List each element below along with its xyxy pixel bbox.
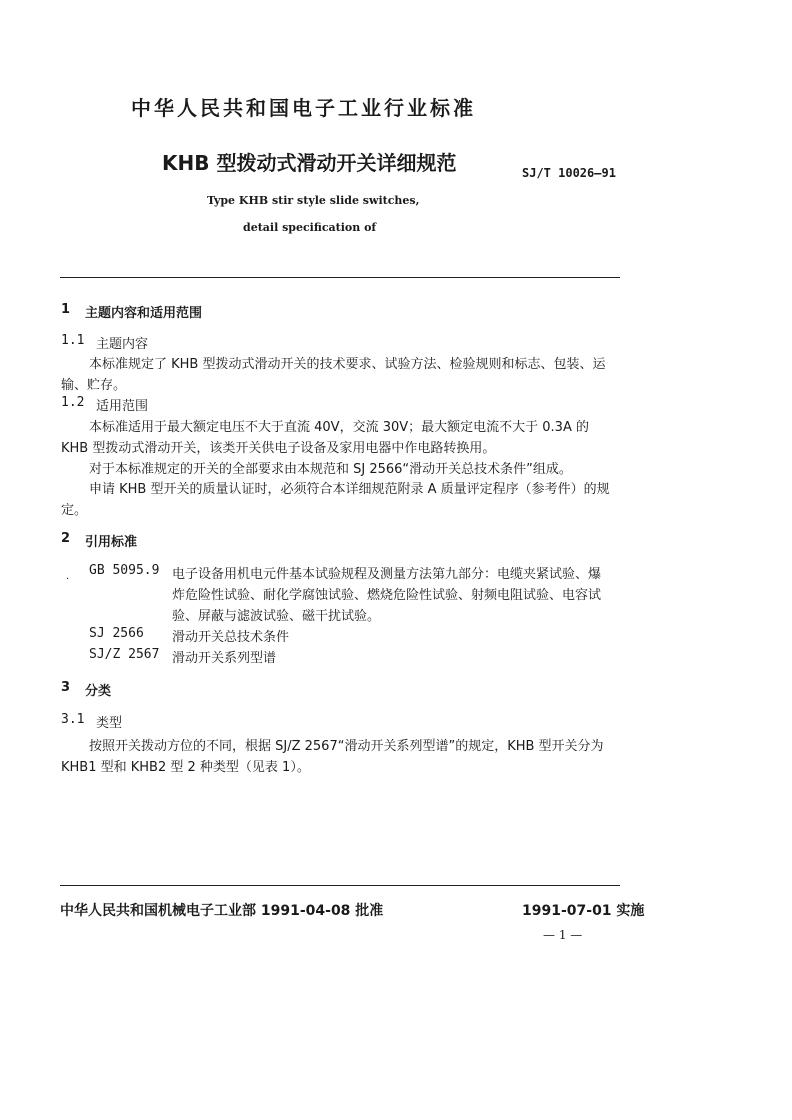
section-1-1-number: 1.1 (61, 333, 85, 348)
english-title-line1: Type KHB stir style slide switches, (207, 194, 420, 207)
page-number: — 1 — (543, 928, 583, 942)
paragraph-line: 输、贮存。 (61, 378, 127, 393)
reference-code: GB 5095.9 (89, 563, 160, 578)
document-title: KHB 型拨动式滑动开关详细规范 (162, 151, 457, 175)
header-divider (60, 277, 620, 278)
section-1-2-number: 1.2 (61, 395, 85, 410)
effective-date: 1991-07-01 实施 (522, 903, 645, 919)
section-1-number: 1 (61, 302, 71, 317)
paragraph-line: 对于本标准规定的开关的全部要求由本规范和 SJ 2566“滑动开关总技术条件”组成。 (89, 462, 572, 477)
section-3-number: 3 (61, 680, 71, 695)
paragraph-line: KHB 型拨动式滑动开关，该类开关供电子设备及家用电器中作电路转换用。 (61, 441, 496, 456)
reference-code: SJ/Z 2567 (89, 647, 160, 662)
section-3-1-title: 类型 (96, 716, 123, 731)
paragraph-line: KHB1 型和 KHB2 型 2 种类型（见表 1）。 (61, 760, 310, 775)
paragraph-line: 按照开关拨动方位的不同，根据 SJ/Z 2567“滑动开关系列型谱”的规定，KHB 型开关分为 (89, 739, 604, 754)
reference-desc: 炸危险性试验、耐化学腐蚀试验、燃烧危险性试验、射频电阻试验、电容试 (172, 588, 602, 603)
paragraph-line: 定。 (61, 503, 88, 518)
reference-code: SJ 2566 (89, 626, 144, 641)
section-1-title: 主题内容和适用范围 (85, 306, 203, 321)
section-3-1-number: 3.1 (61, 712, 85, 727)
paragraph-line: 本标准规定了 KHB 型拨动式滑动开关的技术要求、试验方法、检验规则和标志、包装、运 (89, 357, 606, 372)
scan-dot: . (66, 571, 70, 582)
standard-number: SJ/T 10026—91 (522, 166, 616, 180)
section-3-title: 分类 (85, 684, 112, 699)
paragraph-line: 申请 KHB 型开关的质量认证时，必须符合本详细规范附录 A 质量评定程序（参考件）的规 (89, 482, 610, 497)
standard-org-header: 中华人民共和国电子工业行业标准 (131, 96, 476, 120)
approval-line: 中华人民共和国机械电子工业部 1991-04-08 批准 (60, 903, 384, 919)
paragraph-line: 本标准适用于最大额定电压不大于直流 40V，交流 30V；最大额定电流不大于 0.3A 的 (89, 420, 589, 435)
reference-desc: 验、屏蔽与滤波试验、磁干扰试验。 (172, 609, 381, 624)
english-title-line2: detail specification of (243, 221, 377, 234)
reference-desc: 滑动开关总技术条件 (172, 630, 290, 645)
section-1-1-title: 主题内容 (96, 337, 149, 352)
footer-divider (60, 885, 620, 886)
reference-desc: 滑动开关系列型谱 (172, 651, 277, 666)
section-1-2-title: 适用范围 (96, 399, 149, 414)
reference-desc: 电子设备用机电元件基本试验规程及测量方法第九部分：电缆夹紧试验、爆 (172, 567, 602, 582)
section-2-number: 2 (61, 531, 71, 546)
section-2-title: 引用标准 (85, 535, 138, 550)
